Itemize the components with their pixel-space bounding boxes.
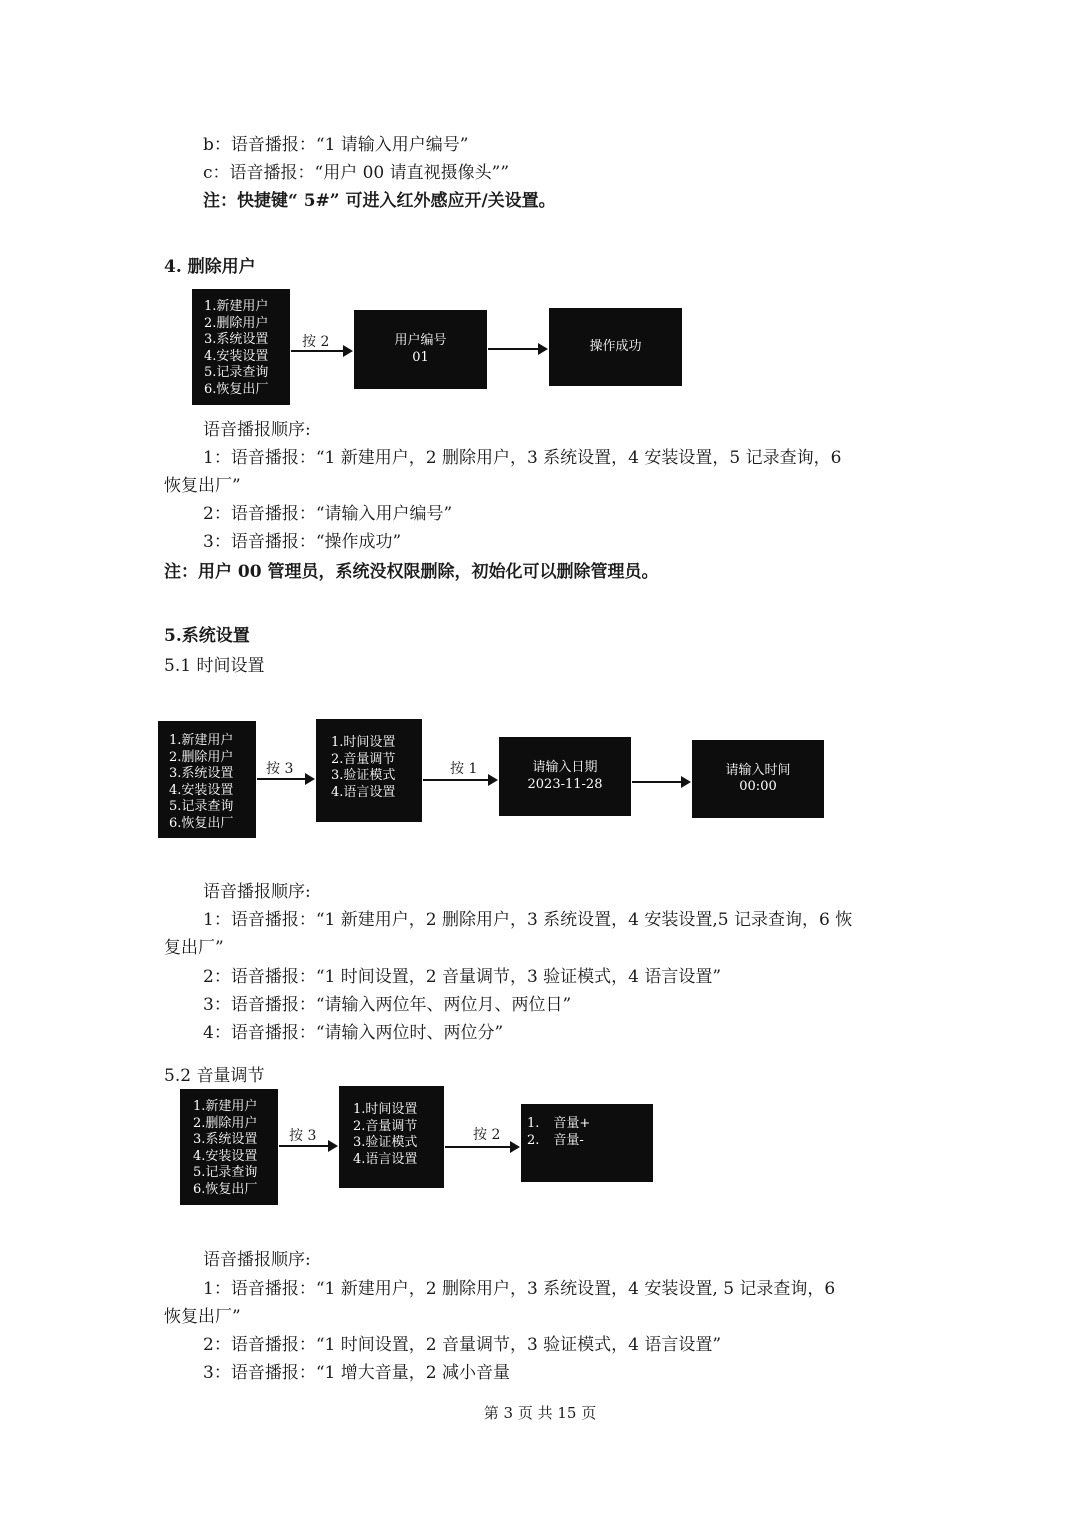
- box-line: 请输入日期: [532, 760, 598, 775]
- menu-item: 6.恢复出厂: [169, 815, 234, 831]
- menu-item: 1.时间设置: [353, 1102, 418, 1117]
- menu-item: 1.新建用户: [169, 733, 234, 748]
- menu-item: 2.删除用户: [169, 749, 234, 765]
- subsection-volume: 5.2 音量调节: [164, 1066, 265, 1086]
- menu-item: 4.语言设置: [353, 1151, 418, 1167]
- voice-line: 3：语音播报：“操作成功”: [203, 532, 402, 552]
- box-line: 用户编号: [394, 333, 447, 348]
- system-menu-box: [339, 1086, 444, 1188]
- menu-item: 2.删除用户: [193, 1115, 258, 1131]
- option-text: 音量-: [553, 1132, 584, 1148]
- menu-item: 3.系统设置: [169, 766, 234, 781]
- flow-arrow: [279, 1145, 336, 1147]
- main-menu-box: [158, 721, 256, 838]
- page-footer: 第 3 页 共 15 页: [483, 1404, 597, 1422]
- option-number: 2.: [527, 1132, 540, 1148]
- voice-line: 4：语音播报：“请输入两位时、两位分”: [203, 1023, 504, 1043]
- voice-line: 3：语音播报：“请输入两位年、两位月、两位日”: [203, 995, 572, 1015]
- subsection-time-setting: 5.1 时间设置: [164, 656, 265, 676]
- flow-arrow: [488, 348, 546, 350]
- box-line: 操作成功: [589, 338, 642, 354]
- flow-arrow: [291, 350, 351, 352]
- voice-line: 复出厂”: [164, 938, 224, 958]
- box-line: 2023-11-28: [527, 776, 603, 792]
- volume-option: [527, 1116, 653, 1133]
- arrow-label: 按 2: [473, 1127, 501, 1143]
- system-menu-box: [316, 719, 422, 822]
- voice-line: 2：语音播报：“1 时间设置，2 音量调节，3 验证模式，4 语言设置”: [203, 967, 722, 987]
- menu-item: 3.系统设置: [204, 332, 269, 347]
- menu-item: 4.安装设置: [193, 1148, 258, 1164]
- shortcut-note: 注：快捷键“ 5#” 可进入红外感应开/关设置。: [203, 191, 556, 211]
- main-menu-box: [192, 289, 290, 405]
- flow-arrow: [445, 1146, 518, 1148]
- menu-item: 4.安装设置: [169, 782, 234, 798]
- box-line: 01: [412, 349, 429, 365]
- success-box: [549, 308, 682, 386]
- menu-item: 1.时间设置: [331, 735, 396, 750]
- menu-item: 4.语言设置: [331, 784, 396, 800]
- volume-options-box: [521, 1104, 653, 1182]
- menu-item: 5.记录查询: [169, 799, 234, 814]
- arrow-label: 按 3: [289, 1128, 317, 1144]
- voice-line-b: b：语音播报：“1 请输入用户编号”: [203, 135, 469, 155]
- voice-line: 1：语音播报：“1 新建用户，2 删除用户，3 系统设置，4 安装设置，5 记录查询，6: [203, 448, 842, 468]
- menu-item: 4.安装设置: [204, 348, 269, 364]
- menu-item: 3.验证模式: [331, 768, 396, 783]
- voice-line: 3：语音播报：“1 增大音量，2 减小音量: [203, 1363, 510, 1383]
- volume-option: [527, 1133, 653, 1150]
- menu-item: 2.音量调节: [353, 1118, 418, 1134]
- box-line: 请输入时间: [725, 762, 791, 778]
- user-number-box: [354, 310, 487, 389]
- voice-line: 2：语音播报：“1 时间设置，2 音量调节，3 验证模式，4 语言设置”: [203, 1335, 722, 1355]
- voice-order-label: 语音播报顺序:: [203, 420, 311, 440]
- arrow-label: 按 1: [450, 761, 478, 777]
- menu-item: 5.记录查询: [204, 365, 269, 380]
- menu-item: 6.恢复出厂: [204, 381, 269, 397]
- option-text: 音量+: [553, 1116, 591, 1131]
- main-menu-box: [180, 1089, 278, 1205]
- menu-item: 2.删除用户: [204, 315, 269, 331]
- arrow-label: 按 3: [266, 761, 294, 777]
- section-heading-delete-user: 4. 删除用户: [164, 257, 256, 277]
- date-input-box: [499, 737, 631, 816]
- menu-item: 5.记录查询: [193, 1165, 258, 1180]
- voice-order-label: 语音播报顺序:: [203, 1250, 311, 1270]
- arrow-label: 按 2: [302, 334, 330, 350]
- box-line: 00:00: [739, 779, 777, 794]
- voice-line: 2：语音播报：“请输入用户编号”: [203, 504, 453, 524]
- voice-line: 恢复出厂”: [164, 476, 241, 496]
- flow-arrow: [632, 781, 689, 783]
- voice-line: 恢复出厂”: [164, 1307, 241, 1327]
- voice-line-c: c：语音播报：“用户 00 请直视摄像头””: [203, 163, 510, 183]
- menu-item: 6.恢复出厂: [193, 1181, 258, 1197]
- option-number: 1.: [527, 1116, 540, 1131]
- menu-item: 1.新建用户: [193, 1099, 258, 1114]
- voice-line: 1：语音播报：“1 新建用户，2 删除用户，3 系统设置，4 安装设置,5 记录查询，6 恢: [203, 910, 853, 930]
- flow-arrow: [257, 778, 313, 780]
- menu-item: 3.系统设置: [193, 1132, 258, 1147]
- menu-item: 1.新建用户: [204, 299, 269, 314]
- time-input-box: [692, 740, 824, 818]
- menu-item: 2.音量调节: [331, 751, 396, 767]
- flow-arrow: [423, 779, 496, 781]
- voice-line: 1：语音播报：“1 新建用户，2 删除用户，3 系统设置，4 安装设置, 5 记录查询，6: [203, 1279, 836, 1299]
- menu-item: 3.验证模式: [353, 1135, 418, 1150]
- admin-note: 注：用户 00 管理员，系统没权限删除，初始化可以删除管理员。: [164, 562, 659, 582]
- voice-order-label: 语音播报顺序:: [203, 882, 311, 902]
- section-heading-system-settings: 5.系统设置: [164, 626, 250, 646]
